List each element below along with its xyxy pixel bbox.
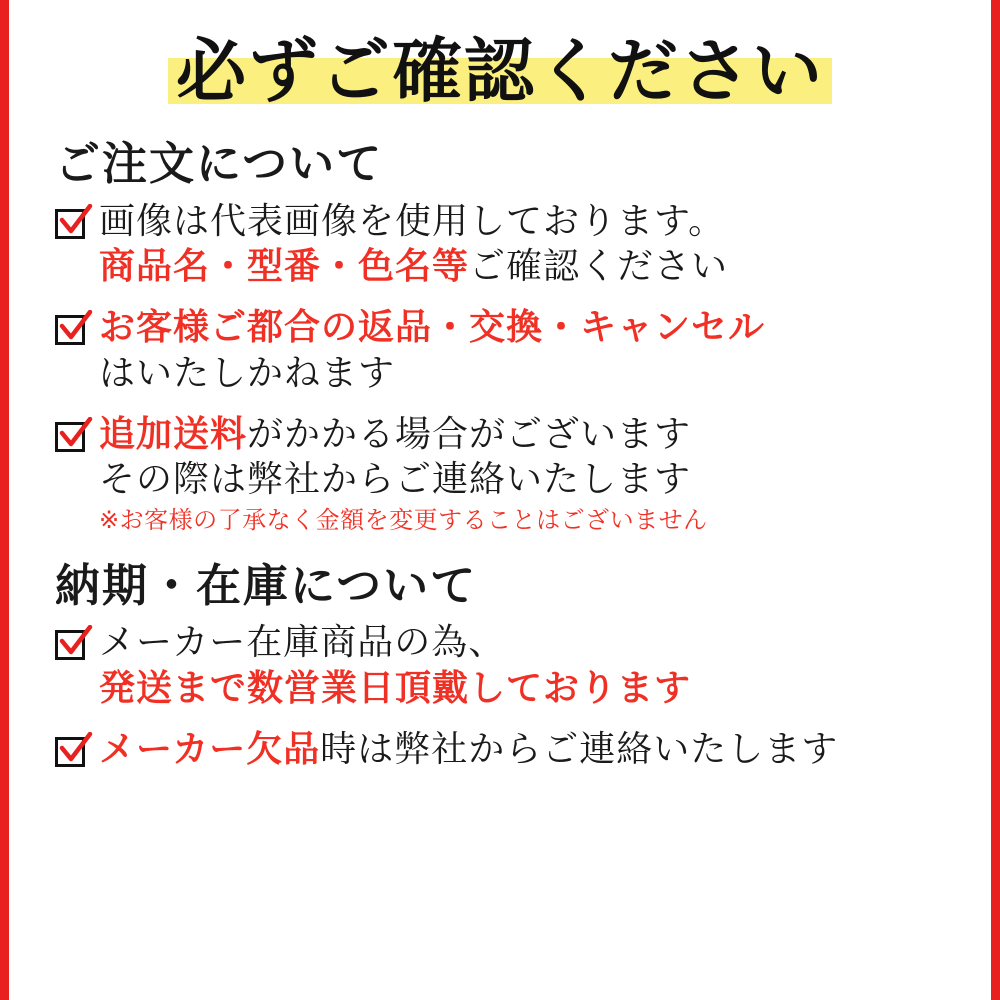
plain-text: ご確認ください [469, 246, 729, 287]
page-title [45, 32, 955, 110]
list-item-lines [99, 199, 955, 290]
list-item-line: 画像は代表画像を使用しております。 [99, 200, 726, 242]
list-item-line: お客様ご都合の返品・交換・キャンセル [99, 307, 766, 349]
emphasis-text: メーカー欠品 [99, 728, 321, 770]
list-item-lines [99, 620, 955, 711]
list-item-line [99, 412, 955, 457]
list-item [53, 305, 955, 396]
checkbox-checked-icon [53, 205, 93, 245]
checkbox-checked-icon [53, 311, 93, 351]
section-heading-delivery: 納期・在庫について [55, 558, 478, 612]
plain-text: がかかる場合がございます [247, 414, 692, 456]
emphasis-text: 追加送料 [99, 414, 248, 456]
checkbox-checked-icon [53, 733, 93, 773]
section-heading-orders: ご注文について [55, 137, 384, 191]
list-item-lines [99, 727, 955, 772]
list-item-line: はいたしかねます [99, 352, 396, 394]
list-item-note: ※お客様の了承なく金額を変更することはございません [99, 505, 708, 534]
list-item-line: メーカー在庫商品の為、 [99, 622, 506, 664]
list-item [53, 727, 955, 773]
list-item-line: その際は弊社からご連絡いたします [99, 459, 692, 501]
list-item [53, 412, 955, 536]
title-text: 必ずご確認ください [176, 30, 824, 112]
emphasis-text: 商品名・型番・色名等 [99, 246, 470, 287]
list-item [53, 199, 955, 290]
plain-text: 時は弊社からご連絡いたします [320, 728, 839, 770]
checkbox-checked-icon [53, 418, 93, 458]
checkbox-checked-icon [53, 626, 93, 666]
list-item-line [99, 244, 955, 289]
list-item [53, 620, 955, 711]
list-item-lines [99, 412, 955, 536]
list-item-line: 発送まで数営業日頂戴しております [99, 667, 692, 709]
notice-content [9, 0, 991, 1000]
list-item-lines [99, 305, 955, 396]
list-item-line [99, 727, 955, 772]
